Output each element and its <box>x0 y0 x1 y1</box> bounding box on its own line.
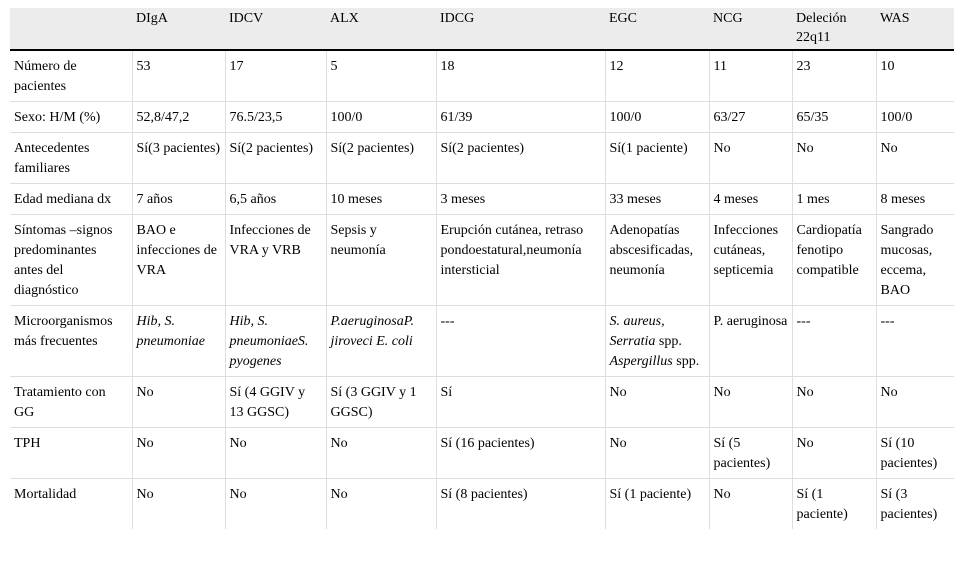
table-cell: Sí (1 paciente) <box>605 479 709 530</box>
table-cell: 17 <box>225 50 326 102</box>
italic-text: Aspergillus <box>609 354 673 369</box>
table-cell: Sí (16 pacientes) <box>436 428 605 479</box>
table-cell: Sí(2 pacientes) <box>326 133 436 184</box>
table-cell: 23 <box>792 50 876 102</box>
table-cell: Sí (8 pacientes) <box>436 479 605 530</box>
row-label: Mortalidad <box>10 479 132 530</box>
row-label: TPH <box>10 428 132 479</box>
italic-text: Hib, S. pneumoniae <box>136 314 205 349</box>
table-cell: 6,5 años <box>225 184 326 215</box>
table-cell: Sepsis y neumonía <box>326 215 436 306</box>
table-row <box>10 479 954 530</box>
column-header: IDCV <box>225 8 326 50</box>
table-cell: BAO e infecciones de VRA <box>132 215 225 306</box>
table-cell: Infecciones cutáneas, septicemia <box>709 215 792 306</box>
table-cell: Sí (3 pacientes) <box>876 479 954 530</box>
text-segment: spp. <box>672 354 700 369</box>
table-cell: No <box>792 133 876 184</box>
table-cell: Sí(2 pacientes) <box>225 133 326 184</box>
table-row <box>10 215 954 306</box>
italic-text: P.aeruginosaP. jiroveci E. coli <box>330 314 414 349</box>
italic-text: S. aureus, Serratia <box>609 314 665 349</box>
table-cell: --- <box>436 306 605 377</box>
table-cell: Infecciones de VRA y VRB <box>225 215 326 306</box>
table-cell: 76.5/23,5 <box>225 102 326 133</box>
table-cell <box>225 306 326 377</box>
table-cell: 63/27 <box>709 102 792 133</box>
table-cell: Sí (4 GGIV y 13 GGSC) <box>225 377 326 428</box>
header-cell-empty <box>10 8 132 50</box>
table-cell: 3 meses <box>436 184 605 215</box>
table-cell: 11 <box>709 50 792 102</box>
table-row <box>10 184 954 215</box>
table-cell: --- <box>876 306 954 377</box>
table-cell: Sí (3 GGIV y 1 GGSC) <box>326 377 436 428</box>
table-header <box>10 8 954 50</box>
table-cell: Erupción cutánea, retraso pondoestatural,neumonía intersticial <box>436 215 605 306</box>
table-cell: 100/0 <box>876 102 954 133</box>
table-cell: No <box>792 377 876 428</box>
table-cell: Sí (1 paciente) <box>792 479 876 530</box>
text-segment: spp. <box>655 334 682 349</box>
row-label: Tratamiento con GG <box>10 377 132 428</box>
table-cell: Cardiopatía fenotipo compatible <box>792 215 876 306</box>
column-header: ALX <box>326 8 436 50</box>
table-cell: 7 años <box>132 184 225 215</box>
column-header: EGC <box>605 8 709 50</box>
table-cell <box>132 306 225 377</box>
row-label: Microorganismos más frecuentes <box>10 306 132 377</box>
table-cell: No <box>605 428 709 479</box>
table-cell: 33 meses <box>605 184 709 215</box>
table-cell: No <box>709 133 792 184</box>
table-cell: 53 <box>132 50 225 102</box>
table-cell: No <box>709 479 792 530</box>
table-cell: 18 <box>436 50 605 102</box>
table-cell: 52,8/47,2 <box>132 102 225 133</box>
table-cell: No <box>605 377 709 428</box>
table-cell: No <box>132 479 225 530</box>
table-cell: No <box>326 479 436 530</box>
italic-text: Hib, S. pneumoniaeS. pyogenes <box>229 314 309 369</box>
table-cell: 100/0 <box>326 102 436 133</box>
table-row <box>10 428 954 479</box>
table-cell: Sangrado mucosas, eccema, BAO <box>876 215 954 306</box>
immunodeficiency-table <box>10 8 954 529</box>
table-cell: No <box>876 133 954 184</box>
column-header: DIgA <box>132 8 225 50</box>
table-cell: 10 <box>876 50 954 102</box>
table-cell: No <box>225 428 326 479</box>
table-cell: 1 mes <box>792 184 876 215</box>
table-cell: 5 <box>326 50 436 102</box>
row-label: Número de pacientes <box>14 59 77 94</box>
table-cell: Adenopatías abscesificadas, neumonía <box>605 215 709 306</box>
table-row <box>10 377 954 428</box>
column-header: NCG <box>709 8 792 50</box>
table-cell: No <box>132 428 225 479</box>
table-cell: Sí(3 pacientes) <box>132 133 225 184</box>
table-row <box>10 102 954 133</box>
table-cell: No <box>326 428 436 479</box>
table-cell: Sí(2 pacientes) <box>436 133 605 184</box>
row-label: Síntomas –signos predominantes antes del diagnóstico <box>10 215 132 306</box>
table-cell: No <box>876 377 954 428</box>
table-row <box>10 133 954 184</box>
table-cell: Sí (10 pacientes) <box>876 428 954 479</box>
table-cell: 65/35 <box>792 102 876 133</box>
table-cell: No <box>709 377 792 428</box>
table-cell: No <box>225 479 326 530</box>
table-cell: 12 <box>605 50 709 102</box>
row-label: Antecedentes familiares <box>10 133 132 184</box>
header-row <box>10 8 954 50</box>
table-cell: Sí(1 paciente) <box>605 133 709 184</box>
table-cell: Sí (5 pacientes) <box>709 428 792 479</box>
table-body <box>10 50 954 529</box>
table-cell <box>326 306 436 377</box>
table-cell: 8 meses <box>876 184 954 215</box>
table-cell: P. aeruginosa <box>709 306 792 377</box>
table-cell: 61/39 <box>436 102 605 133</box>
table-cell: No <box>792 428 876 479</box>
table-row <box>10 306 954 377</box>
table-cell: 4 meses <box>709 184 792 215</box>
table-cell <box>605 306 709 377</box>
table-cell: --- <box>792 306 876 377</box>
column-header: IDCG <box>436 8 605 50</box>
column-header: WAS <box>876 8 954 50</box>
column-header: Deleción 22q11 <box>792 8 876 50</box>
table-cell: No <box>132 377 225 428</box>
row-label: Edad mediana dx <box>10 184 132 215</box>
table-row <box>10 50 954 102</box>
row-label: Sexo: H/M (%) <box>10 102 132 133</box>
table-cell: Sí <box>436 377 605 428</box>
table-cell: 100/0 <box>605 102 709 133</box>
table-cell: 10 meses <box>326 184 436 215</box>
